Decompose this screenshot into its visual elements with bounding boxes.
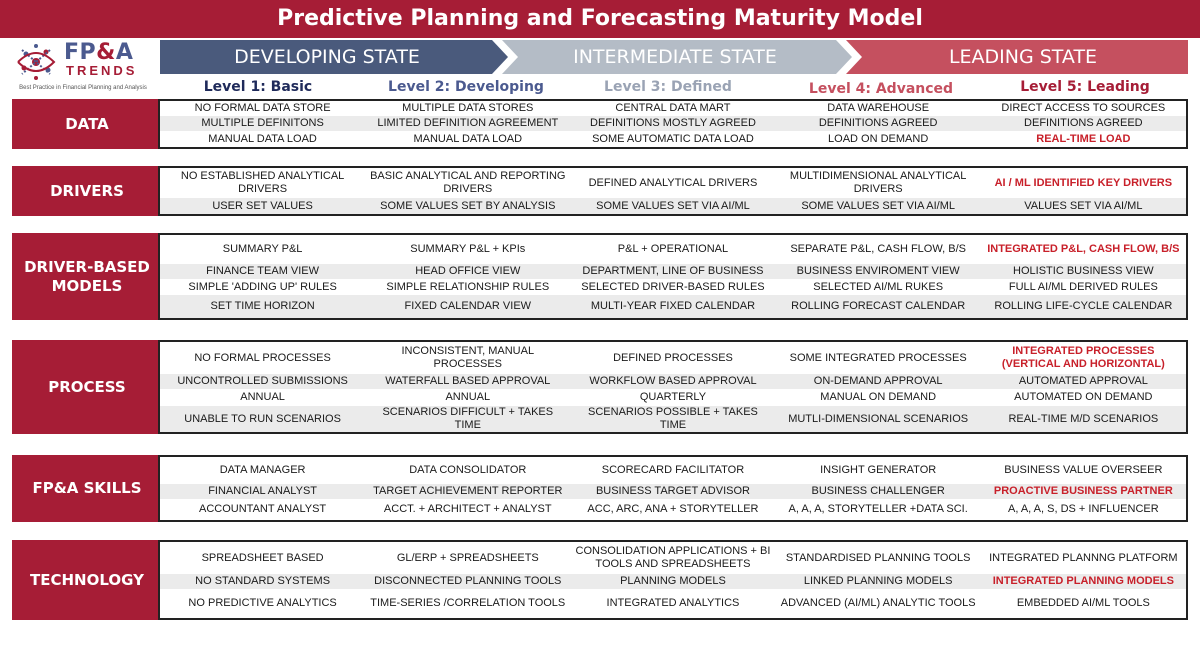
table-cell: NO STANDARD SYSTEMS (195, 575, 331, 587)
table-row (160, 389, 1186, 406)
table-cell: SOME INTEGRATED PROCESSES (789, 351, 967, 364)
table-cell: UNCONTROLLED SUBMISSIONS (177, 375, 348, 387)
table-cell: MANUAL ON DEMAND (820, 391, 937, 403)
table-cell: CENTRAL DATA MART (615, 102, 731, 114)
section-process (12, 340, 1188, 434)
table-cell: MANUAL DATA LOAD (413, 132, 523, 145)
table-cell: PLANNING MODELS (620, 575, 726, 587)
table-row (160, 264, 1186, 279)
table-cell: SOME AUTOMATIC DATA LOAD (592, 132, 754, 145)
table-cell: ANNUAL (445, 391, 491, 403)
page-title: Predictive Planning and Forecasting Maturity Model (0, 0, 1200, 38)
table-cell: ANNUAL (240, 391, 285, 403)
highlighted-cell: AI / ML IDENTIFIED KEY DRIVERS (994, 176, 1173, 189)
table-cell: NO FORMAL DATA STORE (194, 102, 331, 114)
intermediate-state-label: INTERMEDIATE STATE (573, 46, 777, 68)
table-cell: QUARTERLY (639, 391, 707, 403)
highlighted-cell: PROACTIVE BUSINESS PARTNER (993, 485, 1173, 497)
table-cell: MULTIPLE DEFINITONS (201, 117, 324, 129)
table-cell: SOME VALUES SET BY ANALYSIS (380, 199, 556, 212)
table-cell: INCONSISTENT, MANUAL PROCESSES (401, 345, 535, 370)
table-cell: DEFINED ANALYTICAL DRIVERS (588, 176, 758, 189)
table-cell: DIRECT ACCESS TO SOURCES (1001, 102, 1166, 114)
section-data (12, 99, 1188, 149)
table-cell: AUTOMATED APPROVAL (1018, 375, 1148, 387)
table-row (160, 279, 1186, 295)
table-cell: INSIGHT GENERATOR (820, 464, 937, 476)
table-cell: BUSINESS TARGET ADVISOR (595, 485, 750, 497)
section-title: PROCESS (12, 340, 162, 434)
table-cell: BUSINESS CHALLENGER (811, 485, 945, 497)
table-cell: LINKED PLANNING MODELS (803, 575, 953, 587)
highlighted-cell: REAL-TIME LOAD (1036, 132, 1131, 145)
table-row (160, 295, 1186, 318)
section-table (158, 166, 1188, 216)
logo-trends: TRENDS (66, 63, 138, 78)
table-cell: HEAD OFFICE VIEW (415, 265, 521, 277)
developing-state-label: DEVELOPING STATE (234, 46, 420, 68)
table-cell: ACC, ARC, ANA + STORYTELLER (587, 503, 759, 515)
table-cell: MULTIDIMENSIONAL ANALYTICAL DRIVERS (789, 170, 967, 195)
section-table (158, 455, 1188, 522)
section-title: TECHNOLOGY (12, 540, 162, 620)
table-row (160, 499, 1186, 520)
table-cell: ACCT. + ARCHITECT + ANALYST (383, 503, 552, 515)
table-cell: INTEGRATED ANALYTICS (606, 597, 740, 609)
level-1-label: Level 1: Basic (203, 79, 313, 95)
table-cell: ADVANCED (AI/ML) ANALYTIC TOOLS (780, 597, 976, 609)
table-cell: SOME VALUES SET VIA AI/ML (801, 199, 955, 212)
table-cell: WORKFLOW BASED APPROVAL (589, 375, 757, 387)
table-cell: BUSINESS VALUE OVERSEER (1004, 464, 1163, 476)
table-cell: MANUAL DATA LOAD (208, 132, 317, 145)
table-cell: WATERFALL BASED APPROVAL (385, 375, 551, 387)
section-table (158, 340, 1188, 434)
table-row (160, 116, 1186, 131)
table-cell: VALUES SET VIA AI/ML (1024, 199, 1143, 212)
table-cell: DATA WAREHOUSE (827, 102, 930, 114)
section-table (158, 99, 1188, 149)
table-cell: LOAD ON DEMAND (828, 132, 929, 145)
table-cell: AUTOMATED ON DEMAND (1014, 391, 1153, 403)
highlighted-cell: INTEGRATED P&L, CASH FLOW, B/S (987, 243, 1180, 255)
leading-state-label: LEADING STATE (948, 46, 1098, 68)
table-cell: REAL-TIME M/D SCENARIOS (1008, 412, 1159, 425)
section-drivers (12, 166, 1188, 216)
table-cell: SEPARATE P&L, CASH FLOW, B/S (790, 243, 966, 255)
table-row (160, 542, 1186, 574)
highlighted-cell: INTEGRATED PLANNING MODELS (992, 575, 1174, 587)
table-cell: INTEGRATED PLANNNG PLATFORM (989, 551, 1178, 564)
table-row (160, 342, 1186, 374)
table-cell: DATA CONSOLIDATOR (409, 464, 527, 476)
level-3-label: Level 3: Defined (604, 79, 732, 95)
table-cell: LIMITED DEFINITION AGREEMENT (377, 117, 559, 129)
table-cell: DEFINITIONS AGREED (818, 117, 938, 129)
logo-tagline: Best Practice in Financial Planning and Analysis (19, 85, 147, 91)
table-cell: UNABLE TO RUN SCENARIOS (184, 412, 341, 425)
table-cell: DEPARTMENT, LINE OF BUSINESS (582, 265, 764, 277)
table-cell: SET TIME HORIZON (210, 300, 315, 312)
section-title: FP&A SKILLS (12, 455, 162, 522)
highlighted-cell: INTEGRATED PROCESSES (VERTICAL AND HORIZONTAL) (1001, 345, 1165, 370)
section-driver-based-models (12, 233, 1188, 320)
table-cell: MUTLI-DIMENSIONAL SCENARIOS (788, 412, 969, 425)
table-row (160, 589, 1186, 618)
table-cell: ON-DEMAND APPROVAL (813, 375, 943, 387)
table-cell: SIMPLE RELATIONSHIP RULES (386, 280, 550, 293)
table-cell: DEFINITIONS MOSTLY AGREED (590, 117, 756, 129)
table-row (160, 101, 1186, 116)
table-cell: NO ESTABLISHED ANALYTICAL DRIVERS (180, 170, 345, 195)
section-title: DATA (12, 99, 162, 149)
section-fpa-skills (12, 455, 1188, 522)
table-row (160, 574, 1186, 589)
table-cell: A, A, A, S, DS + INFLUENCER (1008, 503, 1159, 515)
table-cell: DEFINITIONS AGREED (1024, 117, 1143, 129)
table-cell: CONSOLIDATION APPLICATIONS + BI TOOLS AND SPREADSHEETS (575, 545, 771, 570)
table-cell: USER SET VALUES (212, 199, 313, 212)
table-row (160, 457, 1186, 484)
table-cell: HOLISTIC BUSINESS VIEW (1013, 265, 1154, 277)
table-cell: MULTI-YEAR FIXED CALENDAR (590, 300, 756, 312)
table-cell: DISCONNECTED PLANNING TOOLS (374, 575, 562, 587)
table-cell: FINANCE TEAM VIEW (206, 265, 320, 277)
table-cell: FIXED CALENDAR VIEW (404, 300, 532, 312)
table-cell: STANDARDISED PLANNING TOOLS (785, 551, 971, 564)
table-cell: A, A, A, STORYTELLER +DATA SCI. (788, 503, 968, 515)
table-cell: ROLLING LIFE-CYCLE CALENDAR (994, 300, 1173, 312)
table-cell: SELECTED DRIVER-BASED RULES (581, 280, 765, 293)
section-table (158, 233, 1188, 320)
table-row (160, 198, 1186, 214)
table-cell: NO FORMAL PROCESSES (194, 351, 331, 364)
table-cell: SCENARIOS DIFFICULT + TAKES TIME (382, 406, 554, 431)
table-cell: ROLLING FORECAST CALENDAR (791, 300, 966, 312)
table-cell: EMBEDDED AI/ML TOOLS (1016, 597, 1150, 609)
level-5-label: Level 5: Leading (1020, 79, 1150, 95)
level-2-label: Level 2: Developing (388, 79, 544, 95)
table-cell: SCORECARD FACILITATOR (601, 464, 745, 476)
table-cell: SOME VALUES SET VIA AI/ML (596, 199, 750, 212)
globe-logo-icon (14, 40, 62, 84)
table-cell: P&L + OPERATIONAL (617, 243, 729, 255)
section-technology (12, 540, 1188, 620)
table-cell: SUMMARY P&L (222, 243, 303, 255)
logo-wordmark: FP&A (64, 40, 134, 65)
table-row (160, 235, 1186, 264)
fpa-trends-logo (8, 40, 156, 96)
table-cell: NO PREDICTIVE ANALYTICS (188, 597, 337, 609)
table-row (160, 168, 1186, 198)
table-row (160, 374, 1186, 389)
table-cell: MULTIPLE DATA STORES (402, 102, 534, 114)
table-cell: DATA MANAGER (219, 464, 306, 476)
section-title: DRIVERS (12, 166, 162, 216)
table-cell: FINANCIAL ANALYST (208, 485, 317, 497)
table-row (160, 406, 1186, 432)
table-cell: BUSINESS ENVIROMENT VIEW (796, 265, 960, 277)
table-cell: ACCOUNTANT ANALYST (199, 503, 327, 515)
level-4-label: Level 4: Advanced (808, 81, 954, 97)
table-cell: SPREADSHEET BASED (201, 551, 324, 564)
table-cell: DEFINED PROCESSES (613, 351, 733, 364)
table-row (160, 484, 1186, 499)
table-row (160, 131, 1186, 147)
table-cell: TARGET ACHIEVEMENT REPORTER (373, 485, 563, 497)
table-cell: SCENARIOS POSSIBLE + TAKES TIME (588, 406, 758, 431)
table-cell: GL/ERP + SPREADSHEETS (396, 551, 539, 564)
table-cell: SUMMARY P&L + KPIs (410, 243, 526, 255)
table-cell: SIMPLE 'ADDING UP' RULES (188, 280, 337, 293)
table-cell: FULL AI/ML DERIVED RULES (1008, 280, 1158, 293)
section-table (158, 540, 1188, 620)
table-cell: BASIC ANALYTICAL AND REPORTING DRIVERS (370, 170, 566, 195)
table-cell: SELECTED AI/ML RUKES (813, 280, 944, 293)
section-title: DRIVER-BASED MODELS (12, 233, 162, 320)
table-cell: TIME-SERIES /CORRELATION TOOLS (370, 597, 566, 609)
